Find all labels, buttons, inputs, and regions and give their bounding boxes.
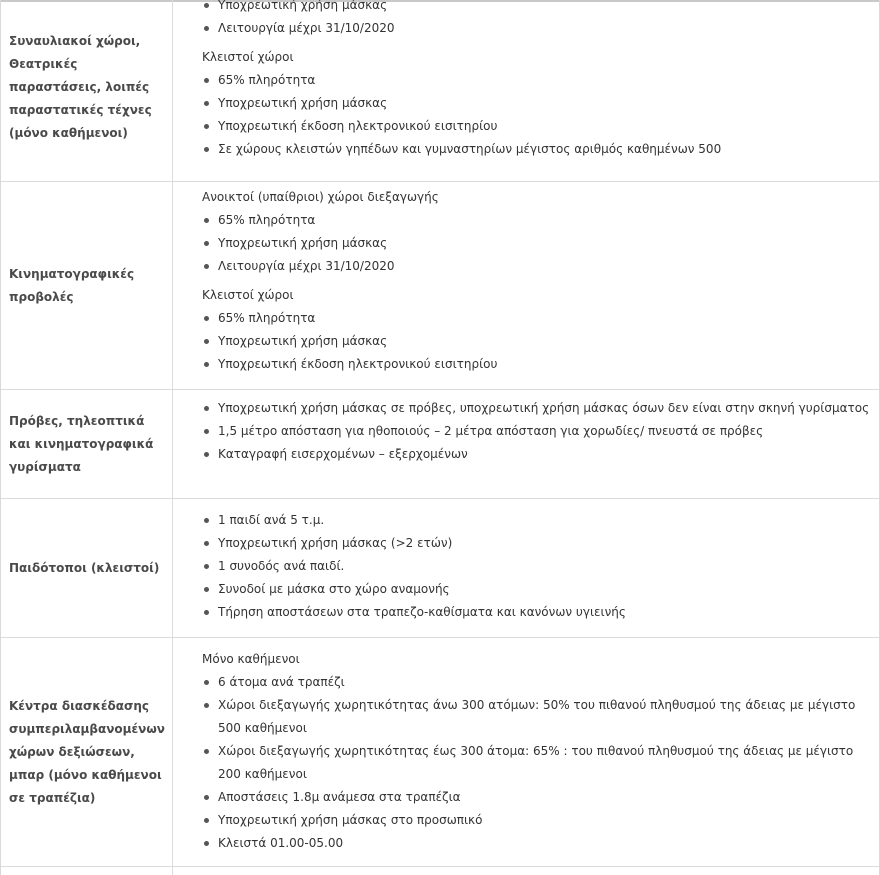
list-item: 1,5 μέτρο απόσταση για ηθοποιούς – 2 μέτρα απόσταση για χορωδίες/ πνευστά σε πρόβες: [198, 420, 877, 443]
measure-list: [198, 0, 877, 40]
measure-group: [198, 284, 877, 376]
measure-group: [198, 186, 877, 278]
measure-group: [198, 648, 877, 855]
list-item: Υποχρεωτική χρήση μάσκας: [198, 232, 877, 255]
measure-list: [198, 509, 877, 624]
row-label: Συναυλιακοί χώροι, Θεατρικές παραστάσεις, λοιπές παραστατικές τέχνες (μόνο καθήμενοι): [9, 34, 152, 140]
list-item: Σε χώρους κλειστών γηπέδων και γυμναστηρίων μέγιστος αριθμός καθημένων 500: [198, 138, 877, 161]
measure-group: [198, 397, 877, 466]
list-item: 65% πληρότητα: [198, 307, 877, 330]
measure-group: [198, 0, 877, 40]
list-item: 6 άτομα ανά τραπέζι: [198, 671, 877, 694]
list-item: Καταγραφή εισερχομένων – εξερχομένων: [198, 443, 877, 466]
list-item: Τήρηση αποστάσεων στα τραπεζο-καθίσματα και κανόνων υγιεινής: [198, 601, 877, 624]
table-row-concerts: [1, 0, 879, 182]
list-item: Υποχρεωτική χρήση μάσκας σε πρόβες, υποχρεωτική χρήση μάσκας όσων δεν είναι στην σκηνή γυρίσματος: [198, 397, 877, 420]
list-item: 65% πληρότητα: [198, 69, 877, 92]
row-label-cell: [1, 182, 172, 389]
list-item: Αποστάσεις 1.8μ ανάμεσα στα τραπέζια: [198, 786, 877, 809]
measure-list: [198, 69, 877, 161]
row-content-cell: [173, 0, 877, 161]
list-item: 1 συνοδός ανά παιδί.: [198, 555, 877, 578]
list-item: Υποχρεωτική χρήση μάσκας: [198, 0, 877, 17]
list-item: Υποχρεωτική χρήση μάσκας (>2 ετών): [198, 532, 877, 555]
row-content-cell: [173, 182, 877, 376]
row-label-cell: [1, 0, 172, 181]
group-heading: Κλειστοί χώροι: [202, 50, 294, 64]
row-label: Παιδότοποι (κλειστοί): [9, 560, 160, 575]
row-label-cell: [1, 638, 172, 866]
list-item: Συνοδοί με μάσκα στο χώρο αναμονής: [198, 578, 877, 601]
list-item: 1 παιδί ανά 5 τ.μ.: [198, 509, 877, 532]
row-content-cell: [173, 390, 877, 466]
column-divider: [172, 867, 173, 875]
table-row-entertainment: [1, 638, 879, 867]
measure-list: [198, 397, 877, 466]
list-item: 65% πληρότητα: [198, 209, 877, 232]
row-label: Κέντρα διασκέδασης συμπεριλαμβανομένων χώρων δεξιώσεων, μπαρ (μόνο καθήμενοι σε τραπέζια): [9, 698, 165, 805]
list-item: Λειτουργία μέχρι 31/10/2020: [198, 17, 877, 40]
measure-list: [198, 307, 877, 376]
row-content-cell: [173, 638, 877, 855]
row-label-cell: [1, 499, 172, 637]
list-item: Κλειστά 01.00-05.00: [198, 832, 877, 855]
group-heading: Ανοικτοί (υπαίθριοι) χώροι διεξαγωγής: [202, 190, 439, 204]
table-row-cinemas: [1, 182, 879, 390]
group-heading: Μόνο καθήμενοι: [202, 652, 300, 666]
list-item: Υποχρεωτική χρήση μάσκας: [198, 92, 877, 115]
list-item: Υποχρεωτική έκδοση ηλεκτρονικού εισιτηρίου: [198, 115, 877, 138]
measure-list: [198, 209, 877, 278]
table-row-rehearsals: [1, 390, 879, 499]
row-label-cell: [1, 390, 172, 498]
measure-group: [198, 509, 877, 624]
group-heading: Κλειστοί χώροι: [202, 288, 294, 302]
list-item: Υποχρεωτική έκδοση ηλεκτρονικού εισιτηρίου: [198, 353, 877, 376]
row-label: Κινηματογραφικές προβολές: [9, 266, 135, 304]
measure-list: [198, 671, 877, 855]
list-item: Χώροι διεξαγωγής χωρητικότητας άνω 300 ατόμων: 50% του πιθανού πληθυσμού της άδειας με μέγιστο 500 καθήμενοι: [198, 694, 877, 740]
row-label: Πρόβες, τηλεοπτικά και κινηματογραφικά γυρίσματα: [9, 413, 154, 474]
list-item: Υποχρεωτική χρήση μάσκας: [198, 330, 877, 353]
table-row-next: [1, 867, 879, 875]
list-item: Υποχρεωτική χρήση μάσκας στο προσωπικό: [198, 809, 877, 832]
measure-group: [198, 46, 877, 161]
row-content-cell: [173, 499, 877, 624]
list-item: Λειτουργία μέχρι 31/10/2020: [198, 255, 877, 278]
table-row-playgrounds: [1, 499, 879, 638]
list-item: Χώροι διεξαγωγής χωρητικότητας έως 300 άτομα: 65% : του πιθανού πληθυσμού της άδειας με μέγιστο 200 καθήμενοι: [198, 740, 877, 786]
